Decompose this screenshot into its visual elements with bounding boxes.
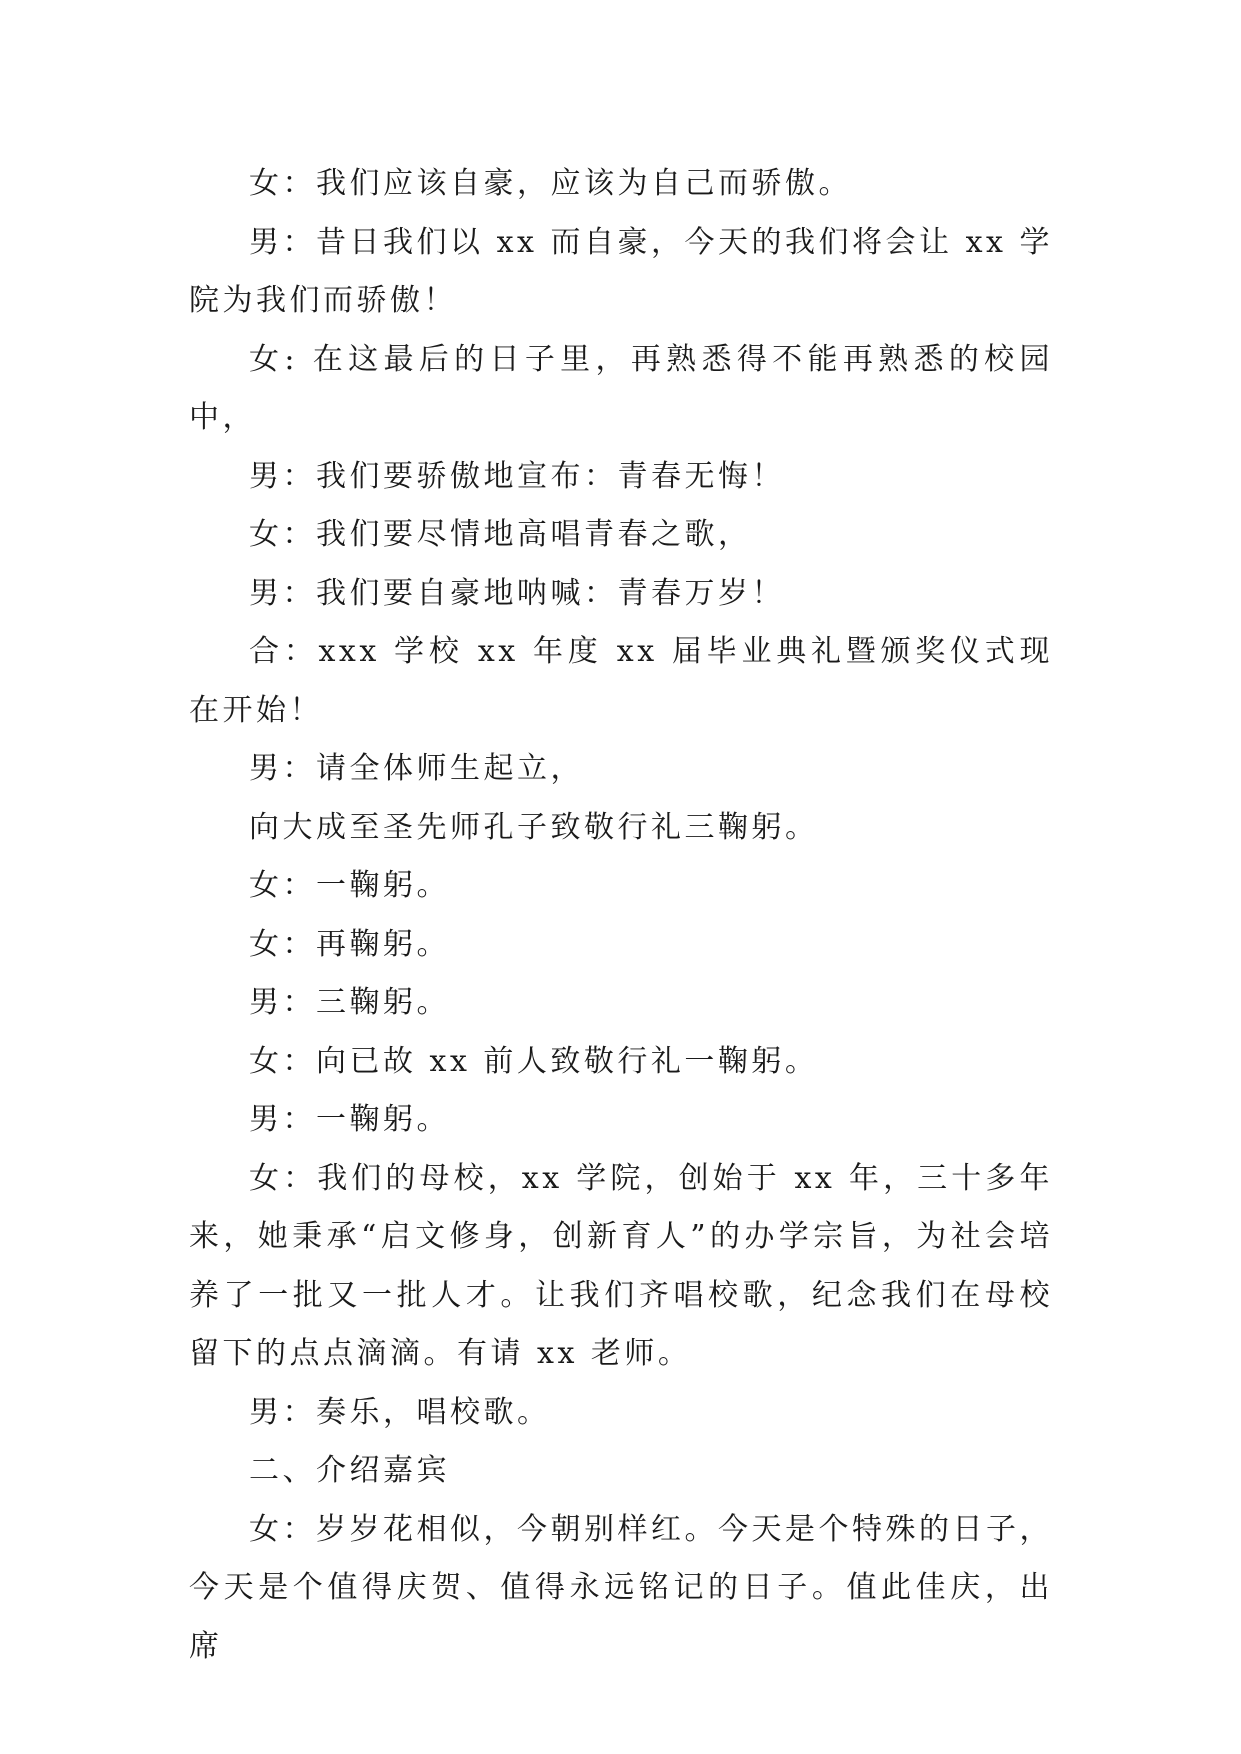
paragraph: 女：再鞠躬。 <box>249 926 450 962</box>
paragraph: 男：奏乐，唱校歌。 <box>249 1394 551 1430</box>
paragraph: 女：岁岁花相似，今朝别样红。今天是个特殊的日子，今天是个值得庆贺、值得永远铭记的日子。值此佳庆，出席 <box>189 1511 1053 1664</box>
paragraph: 合：xxx 学校 xx 年度 xx 届毕业典礼暨颁奖仪式现在开始！ <box>189 634 1053 728</box>
paragraph: 女：我们要尽情地高唱青春之歌， <box>249 517 752 552</box>
paragraph: 女: 在这最后的日子里，再熟悉得不能再熟悉的校园中， <box>189 341 1053 435</box>
paragraph: 男：一鞠躬。 <box>249 1102 450 1137</box>
paragraph: 男：请全体师生起立， <box>249 751 584 786</box>
paragraph: 男：三鞠躬。 <box>249 985 450 1020</box>
document-body <box>189 155 1053 1676</box>
paragraph: 女：一鞠躬。 <box>249 868 450 903</box>
paragraph: 男：我们要骄傲地宣布：青春无悔！ <box>249 458 785 494</box>
paragraph: 女：向已故 xx 前人致敬行礼一鞠躬。 <box>249 1043 819 1079</box>
paragraph: 女：我们应该自豪，应该为自己而骄傲。 <box>249 166 852 201</box>
paragraph: 男：昔日我们以 xx 而自豪，今天的我们将会让 xx 学院为我们而骄傲！ <box>189 224 1053 318</box>
section-heading: 二、介绍嘉宾 <box>249 1453 450 1488</box>
paragraph: 女：我们的母校，xx 学院，创始于 xx 年，三十多年来，她秉承“启文修身，创新育人”的办学宗旨，为社会培养了一批又一批人才。让我们齐唱校歌，纪念我们在母校留下的点点滴滴。有请 xx 老师。 <box>189 1160 1053 1371</box>
paragraph: 男：我们要自豪地呐喊：青春万岁！ <box>249 575 785 611</box>
paragraph: 向大成至圣先师孔子致敬行礼三鞠躬。 <box>249 809 819 845</box>
